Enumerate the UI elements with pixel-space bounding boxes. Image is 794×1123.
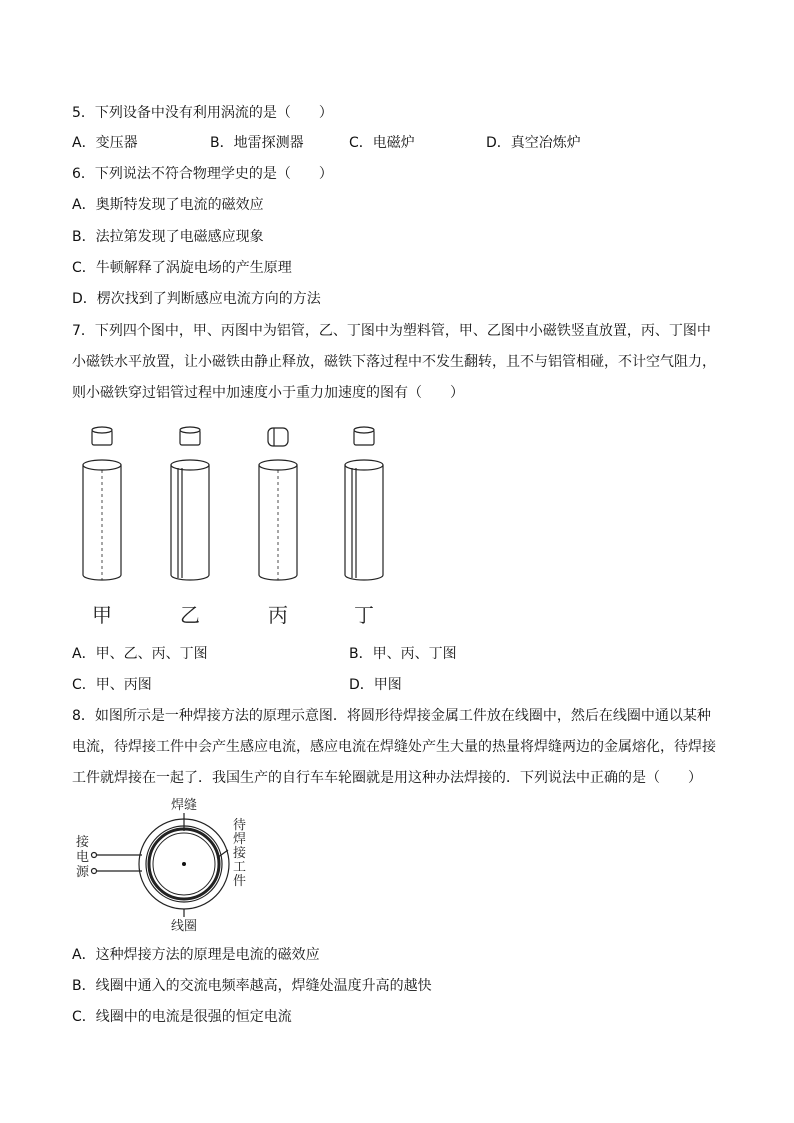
q6-option-d: D．楞次找到了判断感应电流方向的方法 bbox=[72, 291, 321, 307]
q7-figure bbox=[70, 420, 400, 635]
q8-option-b: B．线圈中通入的交流电频率越高，焊缝处温度升高的越快 bbox=[72, 978, 432, 994]
label-yi: 乙 bbox=[180, 603, 200, 627]
q8-figure bbox=[70, 795, 290, 935]
q6-stem: 6．下列说法不符合物理学史的是（ ） bbox=[72, 166, 333, 182]
q8-stem-line-2: 电流，待焊接工件中会产生感应电流，感应电流在焊缝处产生大量的热量将焊缝两边的金属熔化，待焊接 bbox=[72, 739, 716, 755]
q7-stem-line-3: 则小磁铁穿过铝管过程中加速度小于重力加速度的图有（ ） bbox=[72, 385, 464, 401]
label-power-2: 电 bbox=[76, 850, 90, 865]
q7-stem-line-2: 小磁铁水平放置，让小磁铁由静止释放，磁铁下落过程中不发生翻转，且不与铝管相碰，不计空气阻力， bbox=[72, 354, 716, 370]
label-jia: 甲 bbox=[92, 603, 112, 627]
tube-jia bbox=[83, 427, 121, 580]
label-workpiece-1: 待 bbox=[233, 818, 247, 833]
terminal-bottom bbox=[92, 869, 97, 874]
q8-option-a: A．这种焊接方法的原理是电流的磁效应 bbox=[72, 947, 320, 963]
q5-option-b: B．地雷探测器 bbox=[210, 135, 304, 151]
center-dot bbox=[182, 862, 186, 866]
label-workpiece-4: 工 bbox=[233, 860, 247, 875]
label-coil: 线圈 bbox=[170, 919, 198, 934]
label-power-1: 接 bbox=[76, 835, 90, 850]
label-weld: 焊缝 bbox=[170, 798, 198, 813]
q5-option-d: D．真空冶炼炉 bbox=[486, 135, 581, 151]
label-ding: 丁 bbox=[354, 603, 374, 627]
q6-option-c: C．牛顿解释了涡旋电场的产生原理 bbox=[72, 260, 292, 276]
tube-ding bbox=[345, 427, 383, 580]
q7-option-b: B．甲、丙、丁图 bbox=[349, 646, 457, 662]
terminal-top bbox=[92, 853, 97, 858]
label-workpiece-2: 焊 bbox=[233, 832, 247, 847]
tube-bing bbox=[259, 428, 297, 580]
q5-option-c: C．电磁炉 bbox=[349, 135, 415, 151]
q7-option-c: C．甲、丙图 bbox=[72, 677, 152, 693]
q8-option-c: C．线圈中的电流是很强的恒定电流 bbox=[72, 1009, 292, 1025]
q8-stem-line-1: 8．如图所示是一种焊接方法的原理示意图．将圆形待焊接金属工件放在线圈中，然后在线圈中通以某种 bbox=[72, 708, 711, 724]
tube-yi bbox=[171, 427, 209, 580]
label-power-3: 源 bbox=[76, 865, 90, 880]
q5-stem: 5．下列设备中没有利用涡流的是（ ） bbox=[72, 105, 333, 121]
label-workpiece-5: 件 bbox=[233, 874, 247, 889]
q5-option-a: A．变压器 bbox=[72, 135, 138, 151]
q7-option-d: D．甲图 bbox=[349, 677, 402, 693]
label-workpiece-3: 接 bbox=[233, 846, 247, 861]
q8-stem-line-3: 工件就焊接在一起了．我国生产的自行车车轮圈就是用这种办法焊接的．下列说法中正确的是（ ） bbox=[72, 770, 702, 786]
q7-stem-line-1: 7．下列四个图中，甲、丙图中为铝管，乙、丁图中为塑料管，甲、乙图中小磁铁竖直放置，丙、丁图中 bbox=[72, 323, 711, 339]
q7-option-a: A．甲、乙、丙、丁图 bbox=[72, 646, 208, 662]
q6-option-b: B．法拉第发现了电磁感应现象 bbox=[72, 229, 264, 245]
label-bing: 丙 bbox=[268, 603, 288, 627]
q6-option-a: A．奥斯特发现了电流的磁效应 bbox=[72, 197, 264, 213]
